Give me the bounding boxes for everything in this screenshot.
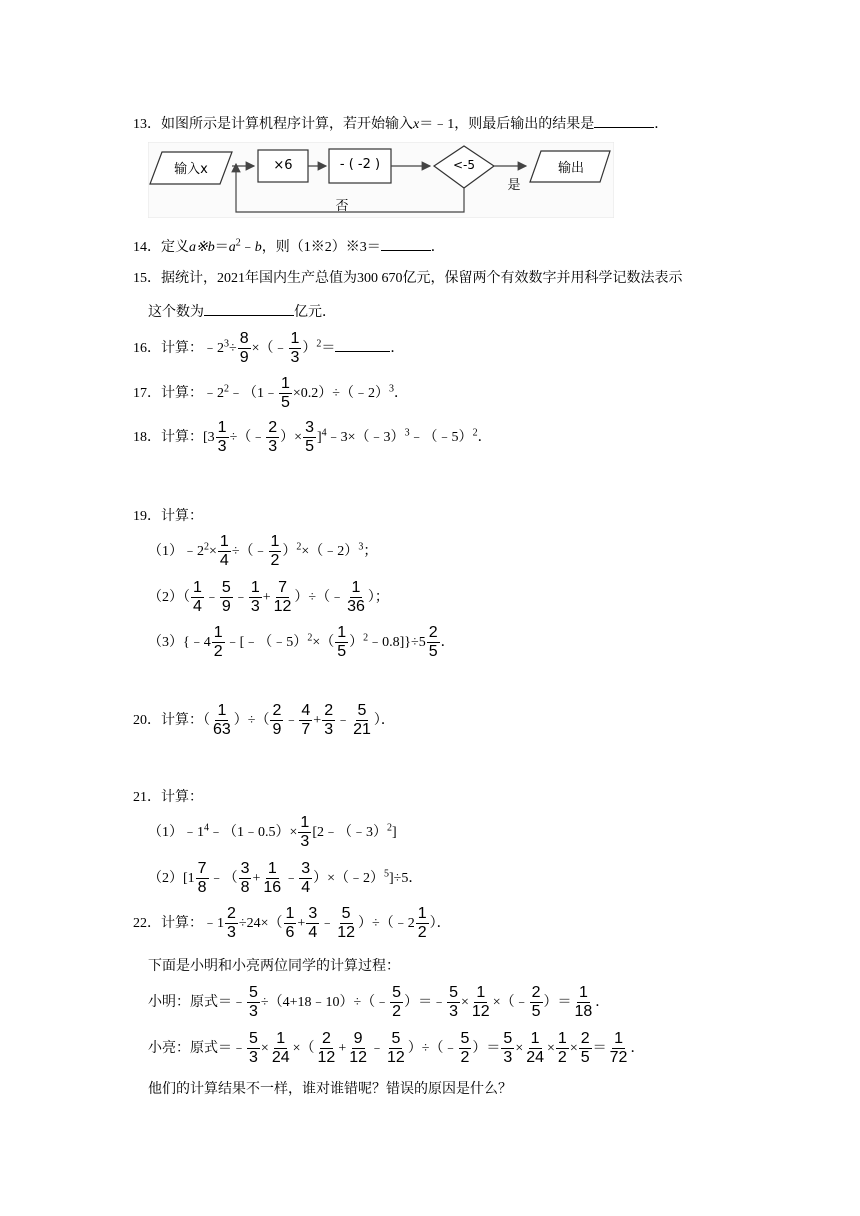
q21-number: 21． xyxy=(133,790,161,805)
q15-line2: 这个数为 亿元． xyxy=(148,301,336,323)
flowchart-lines xyxy=(148,142,614,218)
fraction: $\frac{2}{5}$ xyxy=(428,624,438,661)
fraction: $\frac{2}{5}$ xyxy=(531,984,541,1021)
q13-line: 13．如图所示是计算机程序计算，若开始输入x＝﹣1，则最后输出的结果是 ． xyxy=(133,113,668,135)
fraction: $\frac{1}{4}$ xyxy=(219,533,229,570)
fraction: $\frac{5}{3}$ xyxy=(249,984,258,1021)
q19-number: 19． xyxy=(133,509,161,524)
q21-line: 21．计算： xyxy=(133,790,203,805)
fraction: $\frac{2}{3}$ xyxy=(268,419,278,456)
fraction: $\frac{1}{3}$ xyxy=(300,814,310,851)
fraction: $\frac{3}{4}$ xyxy=(301,860,311,897)
fraction: $\frac{4}{7}$ xyxy=(301,702,311,739)
fraction: $\frac{5}{3}$ xyxy=(249,1030,258,1067)
fraction: $\frac{5}{3}$ xyxy=(449,984,458,1021)
q18-number: 18． xyxy=(133,430,161,445)
q19-sub1: $(1)﹣2^2\times$ $\frac{1}{4}$ ÷（﹣ $\frac{1}{2}$ ）$^2$×（﹣2）$^3$； xyxy=(148,533,378,570)
q14-answer-blank[interactable] xyxy=(381,236,431,251)
q22-intro: 下面是小明和小亮两位同学的计算过程： xyxy=(148,959,400,974)
fraction: $\frac{2}{3}$ xyxy=(227,905,236,942)
fraction: $\frac{2}{9}$ xyxy=(272,702,282,739)
fraction: $\frac{2}{5}$ xyxy=(580,1030,590,1067)
q22-question: 他们的计算结果不一样，谁对谁错呢？错误的原因是什么？ xyxy=(148,1082,512,1097)
q22-xiaoming-solution: 小明：原式＝﹣ $\frac{5}{3}$ ÷（4+18﹣10）÷（﹣ $\frac{5}{2}$ ）＝﹣ $\frac{5}{3}$ × $\frac{1}{12}$ ×（﹣ $\frac{2}{5}$ ）＝ $\frac{1}{18}$ ． xyxy=(148,984,610,1021)
fraction: $\frac{5}{2}$ xyxy=(392,984,402,1021)
fraction: $\frac{5}{9}$ xyxy=(221,579,231,616)
q20-number: 20． xyxy=(133,713,161,728)
fraction: $\frac{3}{4}$ xyxy=(308,905,318,942)
fraction: $\frac{1}{72}$ xyxy=(609,1030,628,1067)
fraction: $\frac{5}{12}$ xyxy=(337,905,356,942)
fraction: $\frac{1}{36}$ xyxy=(347,579,365,616)
q13-answer-blank[interactable] xyxy=(594,113,654,128)
fraction: $\frac{5}{2}$ xyxy=(460,1030,470,1067)
fraction: $\frac{1}{3}$ xyxy=(250,579,260,616)
q13-number: 13． xyxy=(133,117,161,132)
q16-line: 16．计算：$﹣2^3\div$ $\frac{8}{9}$ ×（﹣ $\frac{1}{3}$ ）$^2$＝ ． xyxy=(133,330,405,367)
q14-number: 14． xyxy=(133,240,161,255)
q17-line: 17．计算：$﹣2^2﹣(1﹣$ $\frac{1}{5}$ ×0.2）÷（﹣2）$^3$． xyxy=(133,375,408,412)
flow-subtract-label: - ( -2 ) xyxy=(339,157,381,172)
flow-output-label: 输出 xyxy=(557,161,584,176)
fraction: $\frac{1}{5}$ xyxy=(281,375,290,412)
fraction: $\frac{1}{16}$ xyxy=(263,860,282,897)
fraction: $\frac{1}{3}$ xyxy=(290,330,300,367)
fraction: $\frac{1}{2}$ xyxy=(417,905,427,942)
q16-number: 16． xyxy=(133,341,161,356)
q16-answer-blank[interactable] xyxy=(335,337,390,352)
fraction: $\frac{2}{3}$ xyxy=(324,702,334,739)
fraction: $\frac{5}{3}$ xyxy=(503,1030,513,1067)
q15-number: 15． xyxy=(133,271,161,286)
fraction: $\frac{5}{12}$ xyxy=(387,1030,405,1067)
fraction: $\frac{1}{2}$ xyxy=(270,533,280,570)
fraction: $\frac{1}{6}$ xyxy=(285,905,295,942)
q22-line: 22．计算：﹣1 $\frac{2}{3}$ ÷24×（ $\frac{1}{6}$ + $\frac{3}{4}$ ﹣ $\frac{5}{12}$ ）÷（﹣2 $\frac{1}{2}$ ）． xyxy=(133,905,451,942)
q21-sub1: $(1)﹣1^4﹣(1﹣0.5)\times$ $\frac{1}{3}$ [2﹣（﹣3）$^2$] xyxy=(148,814,397,851)
fraction: $\frac{1}{24}$ xyxy=(526,1030,545,1067)
fraction: $\frac{1}{24}$ xyxy=(271,1030,290,1067)
fraction: $\frac{7}{8}$ xyxy=(197,860,207,897)
fraction: $\frac{3}{5}$ xyxy=(305,419,314,456)
flow-no-label: 否 xyxy=(335,199,349,214)
fraction: $\frac{1}{4}$ xyxy=(193,579,202,616)
q19-sub2: （2）（ $\frac{1}{4}$ ﹣ $\frac{5}{9}$ ﹣ $\frac{1}{3}$ + $\frac{7}{12}$ ）÷（﹣ $\frac{1}{36}$ ）； xyxy=(148,579,389,616)
flow-input-label: 输入x xyxy=(174,162,208,177)
q22-xiaoliang-solution: 小亮：原式＝﹣ $\frac{5}{3}$ × $\frac{1}{24}$ ×（ $\frac{2}{12}$ + $\frac{9}{12}$ ﹣ $\frac{5}{12}$ ）÷（﹣ $\frac{5}{2}$ ）＝ $\frac{5}{3}$ × $\frac{1}{24}$ × $\frac{1}{2}$ × $\frac{2}{5}$ ＝ $\frac{1}{72}$ ． xyxy=(148,1030,645,1067)
q19-line: 19．计算： xyxy=(133,509,203,524)
fraction: $\frac{1}{63}$ xyxy=(213,702,231,739)
fraction: $\frac{5}{21}$ xyxy=(353,702,371,739)
q19-sub3: （3）{﹣4 $\frac{1}{2}$ ﹣[﹣（﹣5）$^2$×（ $\frac{1}{5}$ ）$^2$﹣0.8]}÷5 $\frac{2}{5}$ ． xyxy=(148,624,455,661)
fraction: $\frac{1}{3}$ xyxy=(217,419,227,456)
q14-line: 14．定义$a※b=a^2﹣b$，则（1※2）※3＝ ． xyxy=(133,237,445,255)
flow-multiply-label: ×6 xyxy=(273,158,293,173)
flow-yes-label: 是 xyxy=(507,178,521,193)
fraction: $\frac{3}{8}$ xyxy=(240,860,250,897)
fraction: $\frac{8}{9}$ xyxy=(239,330,249,367)
q21-sub2: （2）[1 $\frac{7}{8}$ ﹣（ $\frac{3}{8}$ + $\frac{1}{16}$ ﹣ $\frac{3}{4}$ ）×（﹣2）$^5$]÷5． xyxy=(148,860,423,897)
q20-line: 20．计算：（ $\frac{1}{63}$ ）÷（ $\frac{2}{9}$ ﹣ $\frac{4}{7}$ + $\frac{2}{3}$ ﹣ $\frac{5}{21}$ ）． xyxy=(133,702,395,739)
fraction: $\frac{1}{2}$ xyxy=(557,1030,567,1067)
fraction: $\frac{1}{2}$ xyxy=(213,624,223,661)
q15-line1: 15．据统计，2021年国内生产总值为300 670亿元，保留两个有效数字并用科学记数法表示 xyxy=(133,271,683,286)
fraction: $\frac{1}{5}$ xyxy=(337,624,347,661)
fraction: $\frac{9}{12}$ xyxy=(349,1030,368,1067)
fraction: $\frac{7}{12}$ xyxy=(273,579,292,616)
flow-condition-label: <-5 xyxy=(452,158,476,172)
fraction: $\frac{1}{12}$ xyxy=(471,984,490,1021)
program-flowchart xyxy=(148,142,614,218)
fraction: $\frac{1}{18}$ xyxy=(574,984,593,1021)
q17-number: 17． xyxy=(133,386,161,401)
q18-line: 18．计算：[3 $\frac{1}{3}$ ÷（﹣ $\frac{2}{3}$ ）× $\frac{3}{5}$ ]$^4$﹣3×（﹣3）$^3$﹣（﹣5）$^2$． xyxy=(133,419,492,456)
q22-number: 22． xyxy=(133,916,161,931)
fraction: $\frac{2}{12}$ xyxy=(317,1030,336,1067)
q15-answer-blank[interactable] xyxy=(204,301,294,316)
